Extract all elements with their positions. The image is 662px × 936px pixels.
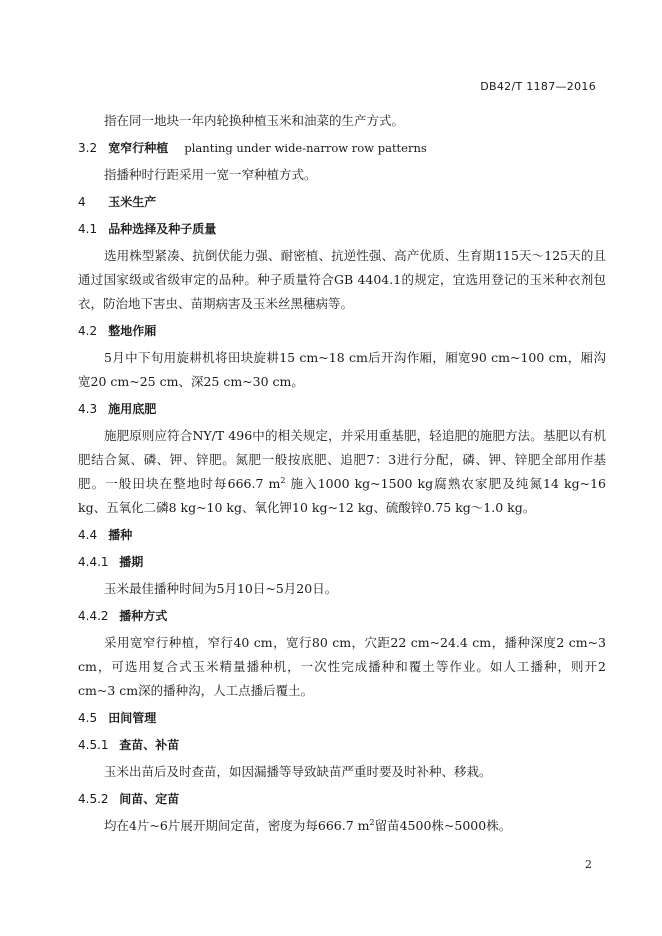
section-title: 播种方式 [119,609,168,623]
section-number: 4.5.2 [78,792,109,806]
section-title-english: planting under wide-narrow row patterns [184,141,427,155]
section-4-5-1-heading [78,733,606,757]
section-4-heading [78,190,606,214]
section-number: 4.2 [78,324,98,338]
section-title: 整地作厢 [108,324,157,338]
thinning-text-part-2: 留苗4500株~5000株。 [374,818,512,833]
section-4-5-2-heading [78,787,606,811]
section-number: 4.1 [78,222,98,236]
document-body [78,109,606,838]
section-title: 品种选择及种子质量 [108,222,217,236]
section-title: 播种 [108,528,133,542]
section-3-2-heading [78,136,606,160]
paragraph-thinning [78,814,606,838]
section-number: 4.5.1 [78,738,109,752]
superscript-2: 2 [369,817,375,827]
section-title: 施用底肥 [108,402,157,416]
section-title: 宽窄行种植 [108,141,169,155]
section-number: 4.4.2 [78,609,109,623]
section-title: 查苗、补苗 [119,738,180,752]
fertilizer-text-part-1: 施肥原则应符合NY/T 496中的相关规定，并采用重基肥，轻追肥的施肥方法。基肥以有机肥结合氮、磷、钾、锌肥。氮肥一般按底肥、追肥7：3进行分配，磷、钾、锌肥全部用作基肥。一般田块在整地时每666.7 m [78,428,606,491]
paragraph-rotation-definition: 指在同一地块一年内轮换种植玉米和油菜的生产方式。 [104,113,405,128]
fertilizer-text-part-2: 施入1000 kg~1500 kg腐熟农家肥及纯氮14 kg~16 kg、五氧化二磷8 kg~10 kg、氧化钾10 kg~12 kg、硫酸锌0.75 kg～1.0 kg。 [78,476,606,515]
section-4-2-heading [78,319,606,343]
document-code: DB42/T 1187—2016 [480,80,596,93]
paragraph-sowing-method: 采用宽窄行种植，窄行40 cm，宽行80 cm，穴距22 cm~24.4 cm，播种深度2 cm~3 cm，可选用复合式玉米精量播种机，一次性完成播种和覆土等作业。如人工播种，则开2 cm~3 cm深的播种沟，人工点播后覆土。 [78,635,606,698]
superscript-2: 2 [280,475,286,485]
section-number: 4.3 [78,402,98,416]
section-number: 3.2 [78,141,98,155]
section-title: 间苗、定苗 [119,792,180,806]
paragraph-sowing-date: 玉米最佳播种时间为5月10日~5月20日。 [104,581,338,596]
section-number: 4.5 [78,711,98,725]
thinning-text-part-1: 均在4片~6片展开期间定苗，密度为每666.7 m [104,818,370,833]
section-number: 4 [78,195,86,209]
paragraph-seedling-check: 玉米出苗后及时查苗，如因漏播等导致缺苗严重时要及时补种、移栽。 [104,764,492,779]
paragraph-land-preparation: 5月中下旬用旋耕机将田块旋耕15 cm~18 cm后开沟作厢，厢宽90 cm~100 cm，厢沟宽20 cm~25 cm、深25 cm~30 cm。 [78,350,606,389]
paragraph-base-fertilizer [78,424,606,520]
section-4-3-heading [78,397,606,421]
section-number: 4.4.1 [78,555,109,569]
paragraph-wide-narrow-definition: 指播种时行距采用一宽一窄种植方式。 [104,167,317,182]
section-title: 玉米生产 [108,195,157,209]
section-title: 播期 [119,555,144,569]
section-4-1-heading [78,217,606,241]
section-number: 4.4 [78,528,98,542]
section-4-5-heading [78,706,606,730]
section-4-4-1-heading [78,550,606,574]
page-number: 2 [585,858,592,871]
section-4-4-heading [78,523,606,547]
section-4-4-2-heading [78,604,606,628]
section-title: 田间管理 [108,711,157,725]
paragraph-variety-selection: 选用株型紧凑、抗倒伏能力强、耐密植、抗逆性强、高产优质、生育期115天～125天的且通过国家级或省级审定的品种。种子质量符合GB 4404.1的规定，宜选用登记的玉米种衣剂包衣，防治地下害虫、苗期病害及玉米丝黑穗病等。 [78,248,606,311]
